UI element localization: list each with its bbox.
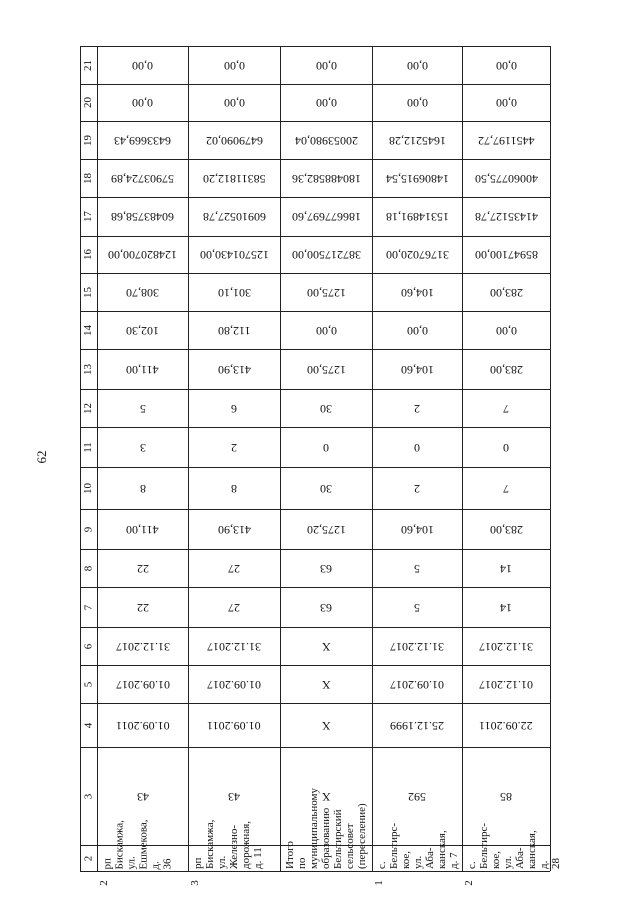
table-cell: 1275,00 — [306, 362, 346, 377]
table-cell: 31.12.2017 — [390, 639, 444, 654]
table-cell: 5 — [414, 561, 420, 576]
table-cell: 112,80 — [217, 323, 251, 338]
table-cell: 387217500,00 — [291, 248, 361, 262]
column-header: 20 — [82, 97, 94, 108]
table-rule — [550, 46, 551, 871]
column-header: 11 — [82, 441, 94, 453]
column-header: 2 — [82, 855, 94, 861]
table-cell: 57903724,89 — [111, 171, 174, 186]
table-cell: 0,00 — [315, 58, 337, 73]
table-cell: 22 — [136, 600, 149, 615]
column-header: 19 — [82, 134, 94, 146]
table-cell: 413,90 — [217, 362, 251, 377]
column-header: 12 — [82, 402, 94, 414]
table-cell: 0,00 — [495, 323, 517, 338]
column-header: 6 — [82, 643, 94, 649]
table-cell: 41435127,78 — [474, 210, 538, 224]
table-cell: 20053980,04 — [294, 133, 358, 148]
table-cell: 85947100,00 — [474, 248, 538, 262]
table-cell: 60910527,78 — [202, 210, 266, 224]
table-cell: 01.09.2017 — [207, 677, 261, 692]
table-cell: 308,70 — [126, 285, 159, 300]
address-cell: с. Бельтирс- кое, ул. Аба- канская, д. 28 — [466, 822, 562, 869]
table-cell: 6433669,43 — [114, 133, 171, 148]
table-cell: 27 — [228, 600, 240, 615]
column-header: 13 — [82, 363, 94, 375]
column-header: 16 — [82, 249, 94, 260]
table-cell: 180488582,36 — [291, 171, 361, 186]
row-number: 2 — [97, 880, 110, 886]
table-cell: 5 — [139, 401, 146, 416]
table-cell: 283,00 — [489, 522, 523, 537]
table-cell: 0 — [414, 440, 420, 455]
table-cell: 22.09.2011 — [479, 718, 533, 733]
table-cell: 31767020,00 — [385, 248, 449, 262]
table-cell: 0,00 — [315, 96, 337, 110]
row-number: 3 — [188, 880, 201, 886]
table-cell: 01.12.2017 — [479, 677, 533, 692]
table-cell: X — [321, 677, 331, 692]
table-cell: 0 — [503, 440, 509, 455]
address-cell: рп Бискамжа, ул. Ешмекова, д. 36 — [101, 819, 173, 869]
table-cell: 7 — [503, 401, 509, 416]
table-cell: 31.12.2017 — [479, 639, 533, 654]
table-cell: 2 — [231, 440, 237, 455]
table-cell: 1275,00 — [306, 285, 346, 300]
column-header: 21 — [82, 59, 94, 71]
table-cell: 0 — [323, 440, 329, 455]
address-cell: с. Бельтирс- кое, ул. Аба- канская, д. 7 — [376, 822, 460, 869]
table-cell: 411,00 — [126, 362, 159, 377]
table-cell: 01.09.2011 — [207, 718, 261, 733]
table-cell: 3 — [139, 440, 146, 455]
table-cell: 6479090,02 — [205, 133, 263, 148]
table-cell: 14 — [500, 561, 512, 576]
column-header: 14 — [82, 324, 94, 336]
table-cell: 8 — [139, 481, 146, 496]
row-number: 2 — [462, 880, 475, 886]
table-cell: 27 — [228, 561, 240, 576]
table-cell: 7 — [503, 481, 509, 496]
column-header: 8 — [82, 565, 94, 571]
table-cell: 592 — [408, 789, 426, 804]
table-cell: 58311812,20 — [202, 171, 266, 186]
column-header: 4 — [82, 722, 94, 728]
table-cell: 30 — [320, 481, 332, 496]
table-cell: 14 — [500, 600, 512, 615]
column-header: 7 — [82, 604, 94, 610]
table-cell: 186677697,60 — [291, 210, 361, 224]
column-header: 5 — [82, 681, 94, 687]
table-cell: 43 — [136, 789, 149, 804]
table-cell: 15314891,18 — [385, 210, 449, 224]
page-number: 62 — [34, 450, 49, 464]
table-cell: X — [321, 718, 331, 733]
table-cell: 104,60 — [400, 522, 434, 537]
table-cell: 102,30 — [126, 323, 159, 338]
table-cell: 8 — [231, 481, 237, 496]
table-cell: 63 — [320, 561, 332, 576]
table-cell: 60483758,68 — [111, 210, 174, 224]
table-cell: 30 — [320, 401, 332, 416]
address-cell: Итого по муниципальному образованию Бельтирский сельсовет (переселение) — [284, 787, 368, 869]
address-cell: рп Бискамжа, ул. Железно- дорожная, д. 11 — [192, 819, 264, 869]
table-cell: 0,00 — [223, 58, 245, 73]
column-header: 9 — [82, 526, 94, 532]
column-header: 3 — [82, 793, 94, 799]
table-cell: 85 — [500, 789, 512, 804]
table-cell: 01.09.2017 — [390, 677, 444, 692]
table-cell: 104,60 — [400, 285, 434, 300]
table-cell: 0,00 — [495, 58, 517, 73]
table-cell: X — [321, 639, 331, 654]
table-cell: 01.09.2011 — [115, 718, 170, 733]
table-cell: 0,00 — [223, 96, 245, 110]
table-cell: 301,10 — [217, 285, 251, 300]
table-cell: 63 — [320, 600, 332, 615]
table-cell: 14806915,54 — [385, 171, 449, 186]
table-cell: 25.12.1999 — [390, 718, 444, 733]
table-cell: 413,90 — [217, 522, 251, 537]
column-header: 17 — [82, 211, 94, 222]
table-cell: 2 — [414, 401, 420, 416]
table-cell: 0,00 — [132, 58, 153, 73]
column-header: 15 — [82, 286, 94, 298]
table-cell: 6 — [231, 401, 237, 416]
table-cell: 125701430,00 — [199, 248, 269, 262]
table-cell: 283,00 — [489, 285, 523, 300]
table-cell: 1275,20 — [306, 522, 346, 537]
table-cell: X — [321, 789, 331, 804]
column-header: 10 — [82, 482, 94, 494]
column-header: 18 — [82, 172, 94, 184]
table-cell: 40060775,50 — [474, 171, 538, 186]
table-cell: 2 — [414, 481, 420, 496]
table-cell: 4451197,72 — [477, 133, 535, 148]
table-cell: 104,60 — [400, 362, 434, 377]
table-cell: 1645212,28 — [388, 133, 446, 148]
table-cell: 01.09.2017 — [115, 677, 170, 692]
table-cell: 124820700,00 — [108, 248, 177, 262]
table-cell: 31.12.2017 — [207, 639, 261, 654]
table-cell: 0,00 — [406, 58, 428, 73]
table-cell: 0,00 — [315, 323, 337, 338]
table-cell: 0,00 — [406, 323, 428, 338]
table-cell: 43 — [228, 789, 240, 804]
table-cell: 22 — [136, 561, 149, 576]
table-cell: 31.12.2017 — [115, 639, 170, 654]
table-cell: 5 — [414, 600, 420, 615]
row-number: 1 — [372, 880, 385, 886]
table-cell: 0,00 — [406, 96, 428, 110]
table-cell: 0,00 — [132, 96, 153, 110]
table-cell: 0,00 — [495, 96, 517, 110]
table-cell: 283,00 — [489, 362, 523, 377]
table-cell: 411,00 — [126, 522, 159, 537]
